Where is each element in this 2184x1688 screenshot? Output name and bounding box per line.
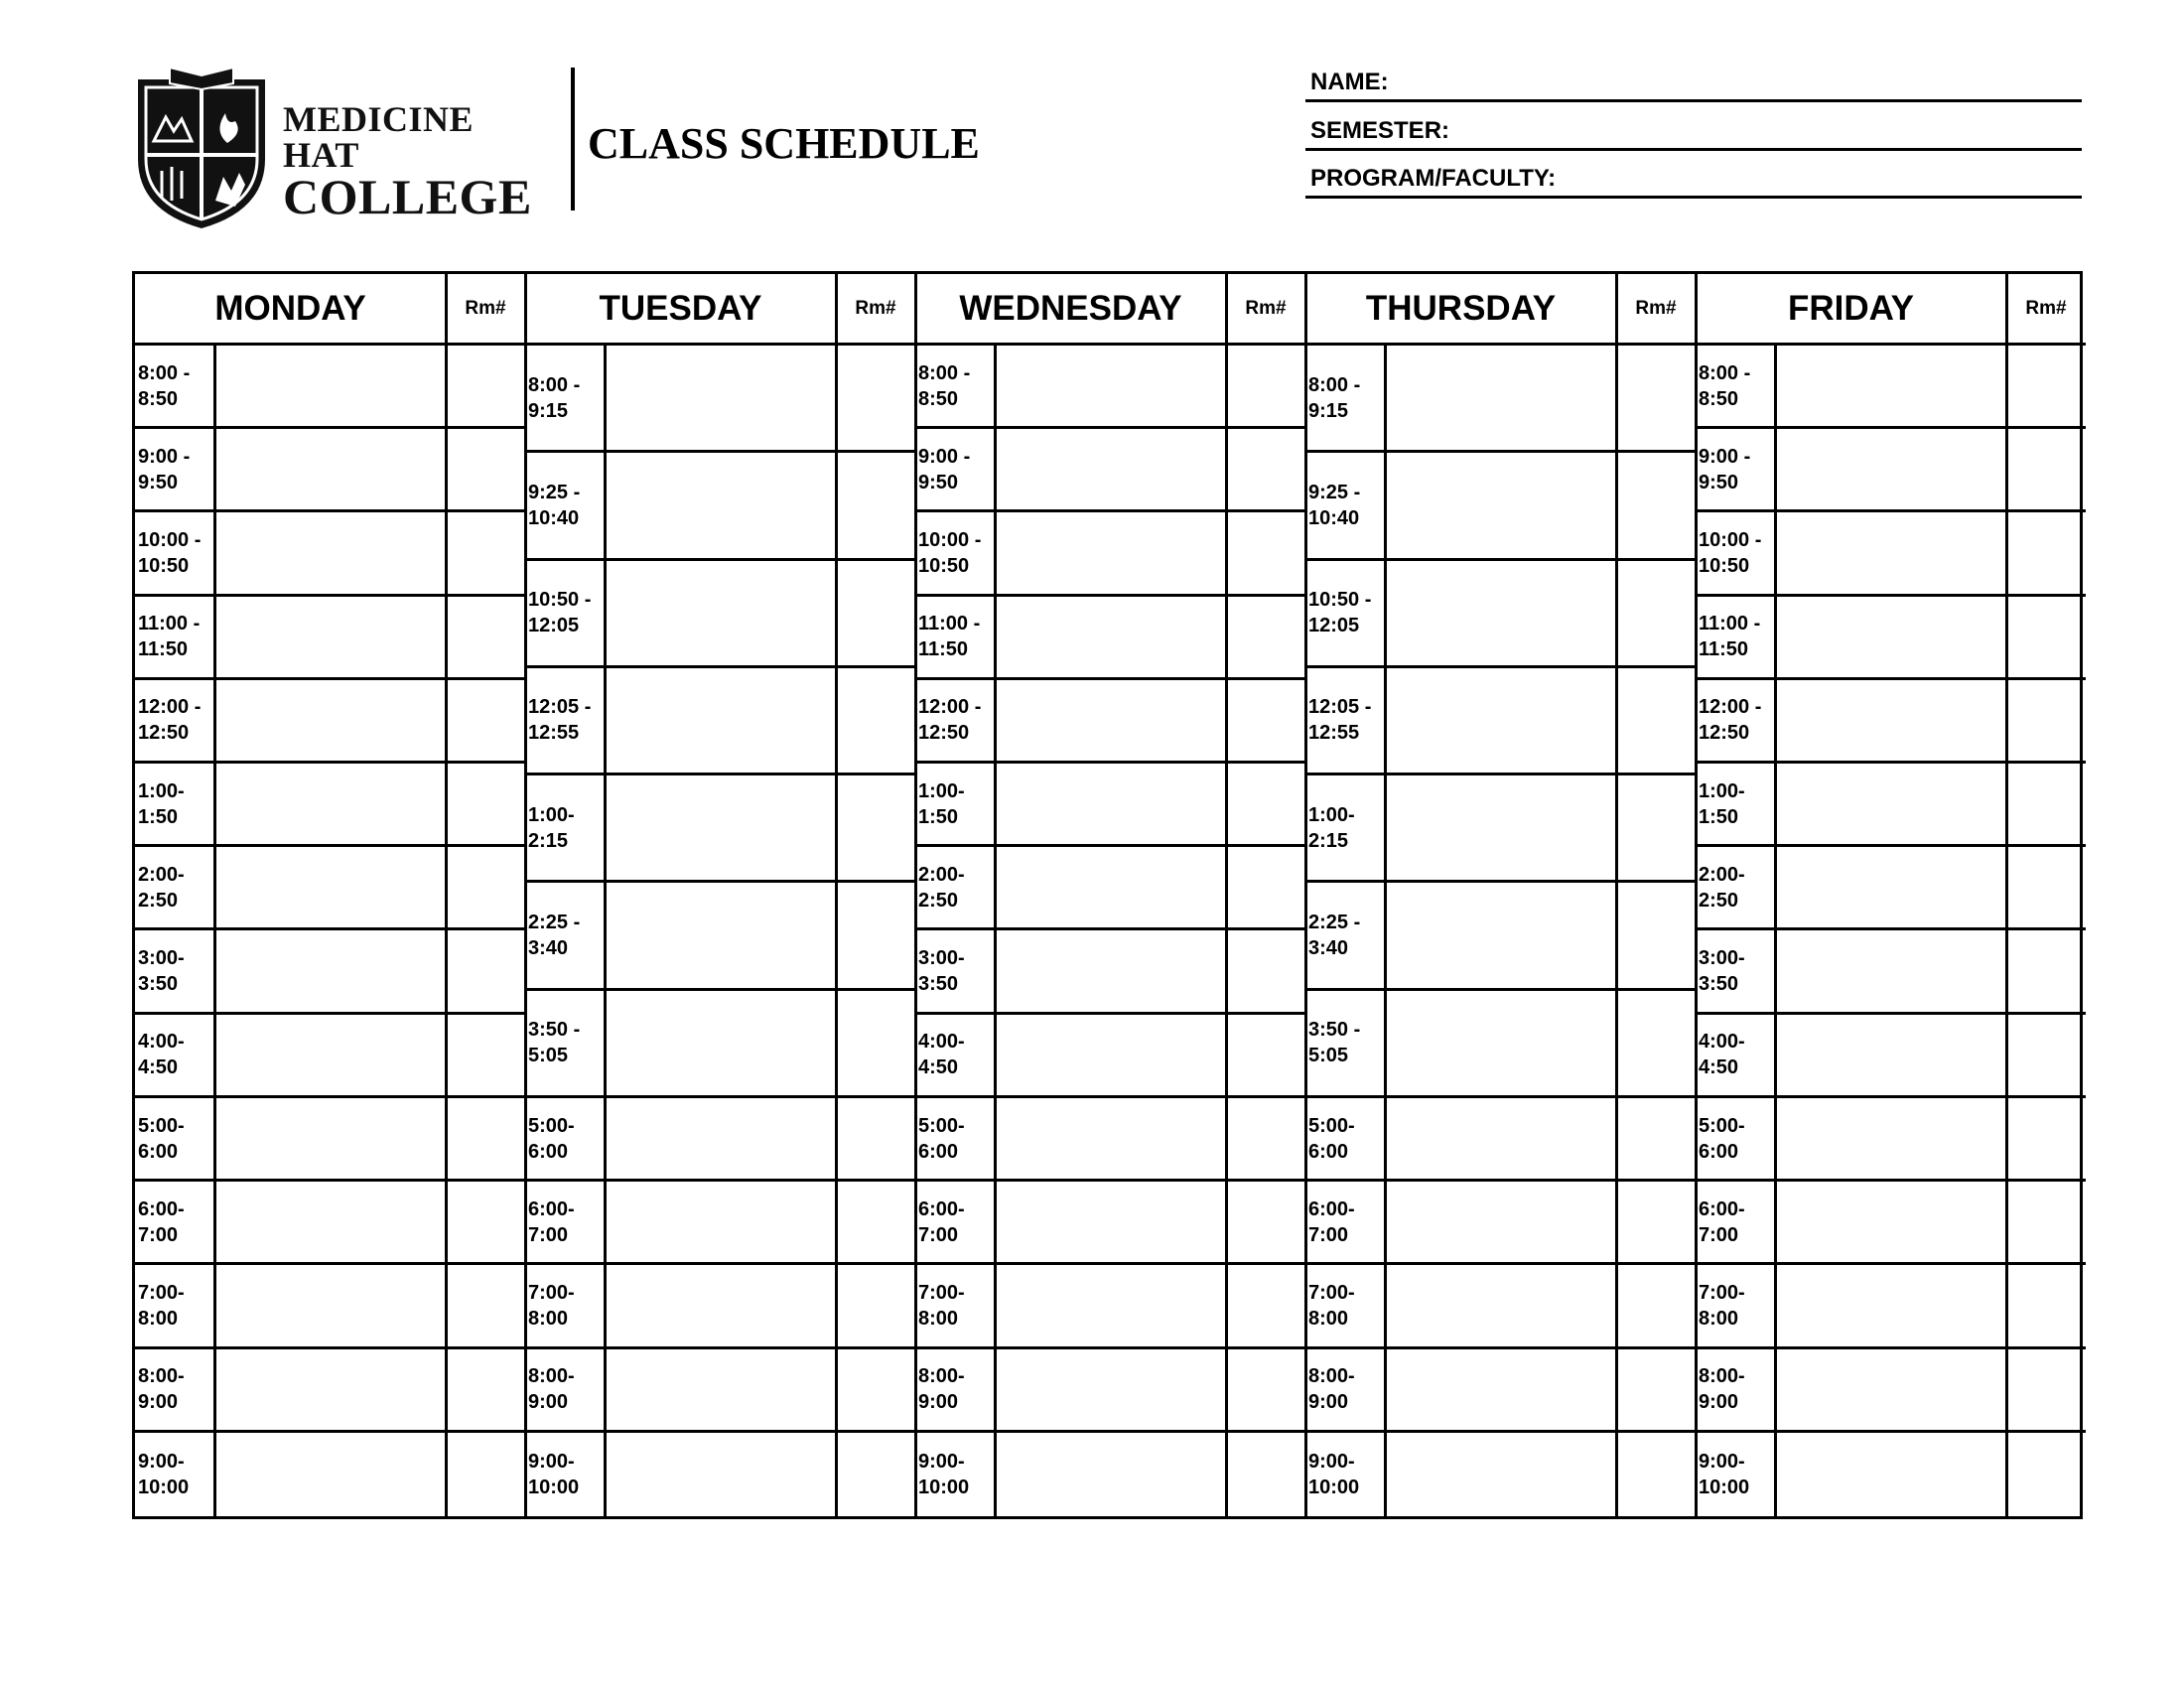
document-title: CLASS SCHEDULE xyxy=(588,119,980,168)
time-slot-row[interactable] xyxy=(1305,991,1696,1098)
day-header-wednesday xyxy=(915,274,1305,346)
time-slot-label: 3:00- 3:50 xyxy=(1699,947,1745,996)
time-slot-row[interactable] xyxy=(135,429,525,512)
time-slot-label: 12:00 - 12:50 xyxy=(138,696,202,745)
time-slot-label: 9:00 - 9:50 xyxy=(1699,445,1751,493)
time-slot-label: 6:00- 7:00 xyxy=(528,1197,575,1246)
day-column-tuesday xyxy=(525,274,915,1516)
time-slot-label: 5:00- 6:00 xyxy=(528,1114,575,1163)
time-slot-label: 8:00 - 8:50 xyxy=(918,361,971,410)
time-slot-label: 1:00- 2:15 xyxy=(1308,803,1355,852)
time-slot-label: 3:00- 3:50 xyxy=(138,947,185,996)
time-slot-label: 12:05 - 12:55 xyxy=(1308,696,1372,745)
time-slot-row[interactable] xyxy=(525,668,915,775)
time-slot-row[interactable] xyxy=(525,1265,915,1348)
time-slot-row[interactable] xyxy=(1305,346,1696,453)
time-slot-label: 9:00- 10:00 xyxy=(918,1450,970,1498)
day-name: FRIDAY xyxy=(1787,289,1915,328)
time-slot-label: 10:50 - 12:05 xyxy=(528,589,592,637)
time-slot-row[interactable] xyxy=(1696,764,2086,847)
program-faculty-label: PROGRAM/FACULTY: xyxy=(1310,165,1557,192)
time-slot-row[interactable] xyxy=(1696,1015,2086,1098)
time-slot-label: 8:00- 9:00 xyxy=(1699,1365,1745,1414)
room-column-divider xyxy=(835,346,838,1516)
time-slot-row[interactable] xyxy=(915,1182,1305,1265)
header-room-divider xyxy=(1615,274,1618,346)
time-slot-label: 1:00- 1:50 xyxy=(138,779,185,828)
day-column-thursday xyxy=(1305,274,1696,1516)
semester-label: SEMESTER: xyxy=(1310,117,1450,144)
time-slot-row[interactable] xyxy=(135,597,525,680)
day-header-tuesday xyxy=(525,274,915,346)
time-slot-row[interactable] xyxy=(1696,1182,2086,1265)
time-slot-row[interactable] xyxy=(1305,883,1696,990)
time-slot-row[interactable] xyxy=(525,1433,915,1516)
time-slot-row[interactable] xyxy=(1696,429,2086,512)
header-divider xyxy=(571,68,575,211)
room-number-header: Rm# xyxy=(1635,298,1677,319)
time-slot-label: 1:00- 1:50 xyxy=(1699,779,1745,828)
time-slot-label: 9:25 - 10:40 xyxy=(1308,481,1361,529)
time-slot-row[interactable] xyxy=(915,346,1305,429)
time-slot-label: 7:00- 8:00 xyxy=(138,1281,185,1330)
time-slot-row[interactable] xyxy=(135,764,525,847)
time-slot-row[interactable] xyxy=(915,597,1305,680)
time-slot-label: 6:00- 7:00 xyxy=(1308,1197,1355,1246)
time-slot-row[interactable] xyxy=(1305,1182,1696,1265)
time-slot-label: 7:00- 8:00 xyxy=(1699,1281,1745,1330)
time-slot-row[interactable] xyxy=(915,1265,1305,1348)
time-slot-row[interactable] xyxy=(1305,1433,1696,1516)
time-slot-row[interactable] xyxy=(135,512,525,596)
time-column-divider xyxy=(604,346,607,1516)
time-slot-label: 6:00- 7:00 xyxy=(918,1197,965,1246)
time-slot-row[interactable] xyxy=(1696,597,2086,680)
time-slot-label: 5:00- 6:00 xyxy=(138,1114,185,1163)
header-room-divider xyxy=(1225,274,1228,346)
time-slot-row[interactable] xyxy=(525,561,915,668)
time-slot-row[interactable] xyxy=(1305,775,1696,883)
time-slot-label: 3:50 - 5:05 xyxy=(528,1019,581,1067)
time-slot-label: 9:00 - 9:50 xyxy=(918,445,971,493)
time-slot-row[interactable] xyxy=(135,680,525,764)
time-slot-row[interactable] xyxy=(525,883,915,990)
time-slot-label: 2:00- 2:50 xyxy=(138,863,185,912)
day-header-friday xyxy=(1696,274,2086,346)
time-slot-row[interactable] xyxy=(135,1433,525,1516)
time-slot-row[interactable] xyxy=(1696,680,2086,764)
time-slot-label: 10:50 - 12:05 xyxy=(1308,589,1372,637)
time-column-divider xyxy=(994,346,997,1516)
name-label: NAME: xyxy=(1310,69,1389,95)
time-slot-label: 11:00 - 11:50 xyxy=(138,613,201,661)
day-header-monday xyxy=(135,274,525,346)
time-slot-label: 10:00 - 10:50 xyxy=(1699,529,1762,578)
time-slot-label: 7:00- 8:00 xyxy=(918,1281,965,1330)
day-name: MONDAY xyxy=(214,289,366,328)
time-slot-row[interactable] xyxy=(135,847,525,930)
time-slot-row[interactable] xyxy=(1696,1349,2086,1433)
time-slot-label: 8:00- 9:00 xyxy=(918,1365,965,1414)
day-name: TUESDAY xyxy=(599,289,762,328)
time-slot-row[interactable] xyxy=(1305,1098,1696,1182)
time-slot-label: 9:00 - 9:50 xyxy=(138,445,191,493)
time-slot-label: 9:00- 10:00 xyxy=(1699,1450,1750,1498)
time-slot-label: 8:00- 9:00 xyxy=(1308,1365,1355,1414)
time-slot-label: 7:00- 8:00 xyxy=(528,1281,575,1330)
time-slot-label: 12:05 - 12:55 xyxy=(528,696,592,745)
day-column-wednesday xyxy=(915,274,1305,1516)
time-slot-label: 1:00- 1:50 xyxy=(918,779,965,828)
time-slot-row[interactable] xyxy=(1696,512,2086,596)
time-slot-row[interactable] xyxy=(1305,1265,1696,1348)
header-room-divider xyxy=(835,274,838,346)
room-number-header: Rm# xyxy=(465,298,506,319)
time-slot-label: 2:25 - 3:40 xyxy=(528,912,581,959)
day-column-monday xyxy=(135,274,525,1516)
time-slot-label: 12:00 - 12:50 xyxy=(1699,696,1762,745)
time-slot-label: 9:00- 10:00 xyxy=(528,1450,580,1498)
time-slot-label: 4:00- 4:50 xyxy=(138,1031,185,1079)
logo-line-2: COLLEGE xyxy=(283,169,532,224)
college-logo xyxy=(132,62,559,230)
room-column-divider xyxy=(2005,346,2008,1516)
room-number-header: Rm# xyxy=(855,298,896,319)
room-column-divider xyxy=(1225,346,1228,1516)
time-slot-row[interactable] xyxy=(1696,346,2086,429)
time-slot-label: 10:00 - 10:50 xyxy=(918,529,982,578)
logo-wordmark xyxy=(283,99,559,224)
time-slot-row[interactable] xyxy=(1305,453,1696,560)
time-slot-row[interactable] xyxy=(135,1182,525,1265)
day-column-friday xyxy=(1696,274,2086,1516)
time-slot-label: 8:00 - 9:15 xyxy=(1308,373,1361,422)
time-slot-label: 9:00- 10:00 xyxy=(138,1450,190,1498)
time-slot-row[interactable] xyxy=(1305,561,1696,668)
room-column-divider xyxy=(445,346,448,1516)
time-slot-row[interactable] xyxy=(1305,1349,1696,1433)
time-slot-row[interactable] xyxy=(135,1098,525,1182)
time-slot-label: 3:50 - 5:05 xyxy=(1308,1019,1361,1067)
time-slot-row[interactable] xyxy=(1696,1265,2086,1348)
time-slot-row[interactable] xyxy=(1696,847,2086,930)
time-slot-row[interactable] xyxy=(135,1349,525,1433)
time-slot-label: 2:25 - 3:40 xyxy=(1308,912,1361,959)
semester-field[interactable] xyxy=(1305,106,2082,151)
time-slot-row[interactable] xyxy=(135,346,525,429)
room-number-header: Rm# xyxy=(1245,298,1287,319)
time-slot-row[interactable] xyxy=(525,453,915,560)
time-column-divider xyxy=(213,346,216,1516)
time-slot-row[interactable] xyxy=(915,1015,1305,1098)
schedule-grid xyxy=(132,271,2083,1519)
time-slot-label: 5:00- 6:00 xyxy=(918,1114,965,1163)
time-slot-label: 3:00- 3:50 xyxy=(918,947,965,996)
header-room-divider xyxy=(445,274,448,346)
name-field[interactable] xyxy=(1305,58,2082,102)
time-slot-row[interactable] xyxy=(525,1098,915,1182)
time-slot-label: 12:00 - 12:50 xyxy=(918,696,982,745)
time-slot-row[interactable] xyxy=(525,775,915,883)
time-slot-label: 9:00- 10:00 xyxy=(1308,1450,1360,1498)
time-slot-label: 2:00- 2:50 xyxy=(1699,863,1745,912)
room-column-divider xyxy=(1615,346,1618,1516)
time-slot-label: 11:00 - 11:50 xyxy=(918,613,981,661)
day-name: WEDNESDAY xyxy=(959,289,1182,328)
time-slot-label: 10:00 - 10:50 xyxy=(138,529,202,578)
logo-line-1: MEDICINE HAT xyxy=(283,99,475,175)
time-slot-label: 4:00- 4:50 xyxy=(918,1031,965,1079)
time-slot-row[interactable] xyxy=(525,1349,915,1433)
time-slot-label: 11:00 - 11:50 xyxy=(1699,613,1761,661)
college-crest-icon xyxy=(132,62,271,230)
time-slot-label: 8:00- 9:00 xyxy=(138,1365,185,1414)
time-slot-label: 9:25 - 10:40 xyxy=(528,481,581,529)
time-slot-label: 8:00 - 8:50 xyxy=(138,361,191,410)
time-slot-row[interactable] xyxy=(135,931,525,1015)
time-slot-row[interactable] xyxy=(915,1349,1305,1433)
time-slot-row[interactable] xyxy=(915,680,1305,764)
time-slot-label: 6:00- 7:00 xyxy=(1699,1197,1745,1246)
time-slot-row[interactable] xyxy=(915,764,1305,847)
time-slot-label: 6:00- 7:00 xyxy=(138,1197,185,1246)
time-slot-row[interactable] xyxy=(1305,668,1696,775)
time-slot-row[interactable] xyxy=(915,1433,1305,1516)
time-column-divider xyxy=(1774,346,1777,1516)
time-slot-row[interactable] xyxy=(135,1015,525,1098)
time-slot-label: 8:00 - 8:50 xyxy=(1699,361,1751,410)
time-slot-label: 5:00- 6:00 xyxy=(1308,1114,1355,1163)
time-slot-row[interactable] xyxy=(135,1265,525,1348)
time-slot-row[interactable] xyxy=(915,429,1305,512)
time-slot-row[interactable] xyxy=(525,346,915,453)
time-slot-row[interactable] xyxy=(915,1098,1305,1182)
day-header-thursday xyxy=(1305,274,1696,346)
time-slot-row[interactable] xyxy=(915,847,1305,930)
time-slot-row[interactable] xyxy=(1696,1433,2086,1516)
header-room-divider xyxy=(2005,274,2008,346)
time-slot-row[interactable] xyxy=(915,931,1305,1015)
time-slot-label: 8:00 - 9:15 xyxy=(528,373,581,422)
time-slot-label: 7:00- 8:00 xyxy=(1308,1281,1355,1330)
time-slot-row[interactable] xyxy=(1696,931,2086,1015)
time-slot-label: 4:00- 4:50 xyxy=(1699,1031,1745,1079)
time-slot-row[interactable] xyxy=(1696,1098,2086,1182)
time-slot-label: 8:00- 9:00 xyxy=(528,1365,575,1414)
time-slot-label: 1:00- 2:15 xyxy=(528,803,575,852)
room-number-header: Rm# xyxy=(2025,298,2067,319)
time-slot-label: 5:00- 6:00 xyxy=(1699,1114,1745,1163)
time-column-divider xyxy=(1384,346,1387,1516)
time-slot-row[interactable] xyxy=(525,991,915,1098)
time-slot-row[interactable] xyxy=(525,1182,915,1265)
time-slot-row[interactable] xyxy=(915,512,1305,596)
time-slot-label: 2:00- 2:50 xyxy=(918,863,965,912)
program-faculty-field[interactable] xyxy=(1305,154,2082,199)
day-name: THURSDAY xyxy=(1365,289,1557,328)
